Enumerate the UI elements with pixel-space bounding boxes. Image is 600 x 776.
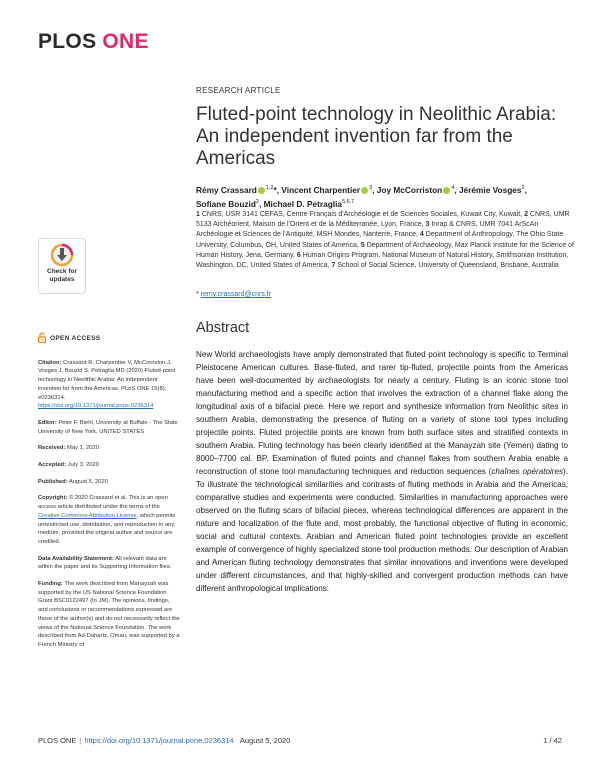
affil-num: 7 — [331, 262, 336, 270]
orcid-icon[interactable] — [258, 187, 265, 194]
logo-plos: PLOS — [38, 30, 97, 53]
author-list: Rémy Crassard $^{1,2}$*, Vincent Charpentier $^3$, Joy McCorriston $^4$, Jérémie Vosges$^2$, Sofiane Bouzid$^2$, Michael D. Petraglia$^{5,6,7}$ — [196, 184, 527, 209]
affil-text: Department of Anthropology, The Ohio State University, Columbus, OH, United States of America, — [196, 231, 564, 249]
affil-num: 4 — [419, 231, 424, 239]
affil-text: Human Origins Program, National Museum of Natural History, Smithsonian Institution, Washington, DC, United States of America, — [196, 251, 569, 270]
page-number: 1 / 42 — [543, 736, 562, 745]
citation-text: Crassard R, Charpentier V, McCorriston J, Vosges J, Bouzid S, Petraglia MD (2020) Fluted-point technology in Neolithic Arabia: An independent invention far from the Americas. PLoS ONE 15(8): e0236314. — [38, 359, 176, 401]
editor-text: Peter F. Biehl, University at Buffalo - The State University of New York, UNITED STATES — [38, 419, 178, 435]
footer-journal: PLOS ONE — [38, 736, 77, 745]
affil-text: Department of Archaeology, Max Planck Institute for the Science of Human History, Jena, Germany, — [196, 241, 574, 259]
abstract-italic-term: chaînes opératoires — [491, 467, 564, 476]
author-name[interactable]: Vincent Charpentier — [281, 184, 361, 195]
affil-num: 1 — [196, 211, 200, 218]
author-name[interactable]: Michael D. Petraglia — [263, 198, 342, 209]
copyright-block — [38, 494, 180, 546]
published-label: Published: — [38, 478, 68, 485]
affil-text: Inrap & CNRS, UMR 7041 ArScAn Archéologie et Sciences de l'Antiquité, MSH Mondes, Nanterre, France, — [196, 221, 539, 239]
affil-num: 2 — [524, 211, 528, 218]
affil-num: 3 — [425, 221, 430, 229]
open-access-text: OPEN ACCESS — [50, 335, 101, 342]
email-link[interactable]: remy.crassard@cnrs.fr — [200, 291, 272, 298]
author-name[interactable]: Rémy Crassard — [196, 184, 257, 195]
corresponding-mark: * — [273, 184, 277, 195]
open-access-label — [38, 332, 180, 347]
check-updates-icon — [51, 243, 73, 267]
affil-text: School of Social Science, University of Queensland, Brisbane, Australia — [337, 262, 559, 270]
author-affil-sup: 3 — [369, 185, 373, 191]
logo-one: ONE — [102, 30, 149, 53]
footer-left — [38, 736, 290, 745]
affiliations — [196, 210, 576, 271]
author-affil-sup: 2 — [521, 185, 525, 191]
citation-block — [38, 359, 180, 411]
data-availability-block — [38, 555, 180, 572]
received-block — [38, 444, 180, 453]
published-date: August 5, 2020 — [68, 478, 108, 485]
affil-num: 5 — [360, 241, 365, 249]
article-info-sidebar — [38, 332, 180, 658]
data-availability-label: Data Availability Statement: — [38, 555, 114, 562]
received-label: Received: — [38, 445, 66, 452]
email-mark: * — [196, 291, 199, 298]
citation-label: Citation: — [38, 359, 62, 366]
orcid-icon[interactable] — [361, 187, 368, 194]
author-affil-sup: 5,6,7 — [342, 198, 355, 205]
affil-num: 6 — [296, 251, 301, 259]
accepted-date: July 3, 2020 — [67, 462, 99, 469]
abstract-body — [196, 348, 568, 595]
license-link[interactable]: Creative Commons Attribution License — [38, 512, 137, 519]
received-date: May 1, 2020 — [67, 445, 99, 452]
check-updates-label — [39, 268, 85, 284]
accepted-block — [38, 461, 180, 470]
check-updates-line1: Check for — [47, 268, 77, 275]
author-name[interactable]: Jérémie Vosges — [458, 184, 522, 195]
footer-separator: | — [79, 736, 82, 745]
footer-date: August 5, 2020 — [239, 736, 291, 745]
corresponding-email — [196, 291, 271, 298]
abstract-heading: Abstract — [196, 320, 250, 336]
editor-label: Editor: — [38, 419, 57, 426]
abstract-text: New World archaeologists have amply demonstrated that fluted point technology is specific to Terminal Pleistocene American cultures. Base-fluted, and rarer tip-fluted, projectile points from the Americas have been well-documented by archaeologists for nearly a century. Fluting is an iconic stone tool manufacturing method and a specific action that involves the extraction of a channel flake along the longitudinal axis of a bifacial piece. Here we report and synthesize information from Neolithic sites in southern Arabia, demonstrating the presence of fluting on a variety of stone tool types including projectile points. Fluted projectile points are known from both surface sites and stratified contexts in southern Arabia. Fluting technology has been clearly identified at the Manayzah site (Yemen) dating to 8000–7700 cal. BP. Examination of fluted points and channel flakes from southern Arabia enable a reconstruction of stone tool manufacturing techniques and reduction sequences ( — [196, 350, 568, 476]
article-type: RESEARCH ARTICLE — [196, 86, 281, 95]
check-updates-line2: updates — [49, 276, 75, 283]
published-block — [38, 478, 180, 487]
funding-text: The work described from Manayzah was supported by the US National Science Foundation Grant BSC0122497 (to JM). The opinions, findings, and conclusions or recommendations expressed are those of the author(s) and do not necessarily reflect the views of the National Science Foundation. The work described from Ad-DaharIz, Oman, was supported by a French Ministry of — [38, 581, 180, 648]
affil-text: CNRS, UMR 5133 Archéorient, Maison de l'Orient et de la Méditerranée, Lyon, France, — [196, 211, 570, 229]
copyright-text: © 2020 Crassard et al. This is an open access article distributed under the terms of the — [38, 495, 168, 511]
citation-doi-link[interactable]: https://doi.org/10.1371/journal.pone.0236314 — [38, 403, 154, 410]
author-name[interactable]: Sofiane Bouzid — [196, 198, 256, 209]
funding-block — [38, 580, 180, 650]
funding-label: Funding: — [38, 581, 63, 588]
footer-doi-link[interactable]: https://doi.org/10.1371/journal.pone.0236314 — [84, 736, 234, 745]
data-availability-text: All relevant data are within the paper and its Supporting Information files. — [38, 555, 172, 571]
orcid-icon[interactable] — [443, 187, 450, 194]
accepted-label: Accepted: — [38, 462, 67, 469]
abstract-text-end: ). To illustrate the technological similarities and contrasts of fluting methods in Arabia and the Americas, comparative studies and experiments were conducted. Similarities in manufacturing approaches were observed on the fluting scars of bifacial pieces, whereas technological differences are apparent in the nature and localization of the flute and, most probably, the functional objective of fluting in economic, social and cultural contexts. Arabian and American fluted point technologies provide an excellent example of convergence of highly specialized stone tool production methods. Our description of Arabian and American fluting technology demonstrates that similar innovations and inventions were developed under different circumstances, and that highly-skilled and convergent production methods can have different anthropological implications. — [196, 467, 568, 593]
author-affil-sup: 1,2 — [265, 185, 274, 191]
copyright-text-end: , which permits unrestricted use, distribution, and reproduction in any medium, provided the original author and source are credited. — [38, 512, 176, 545]
journal-logo — [38, 30, 149, 54]
check-for-updates-button[interactable] — [38, 238, 86, 294]
editor-block — [38, 419, 180, 436]
affil-text: CNRS, USR 3141 CEFAS, Centre Français d'Archéologie et de Sciences Sociales, Kuwait City, Kuwait, — [201, 211, 523, 218]
author-affil-sup: 2 — [255, 198, 259, 205]
author-name[interactable]: Joy McCorriston — [376, 184, 443, 195]
article-title: Fluted-point technology in Neolithic Arabia: An independent invention far from the Americas — [196, 104, 557, 169]
copyright-label: Copyright: — [38, 495, 68, 502]
author-affil-sup: 4 — [451, 185, 455, 191]
open-lock-icon — [38, 332, 46, 347]
page-footer — [38, 736, 562, 745]
